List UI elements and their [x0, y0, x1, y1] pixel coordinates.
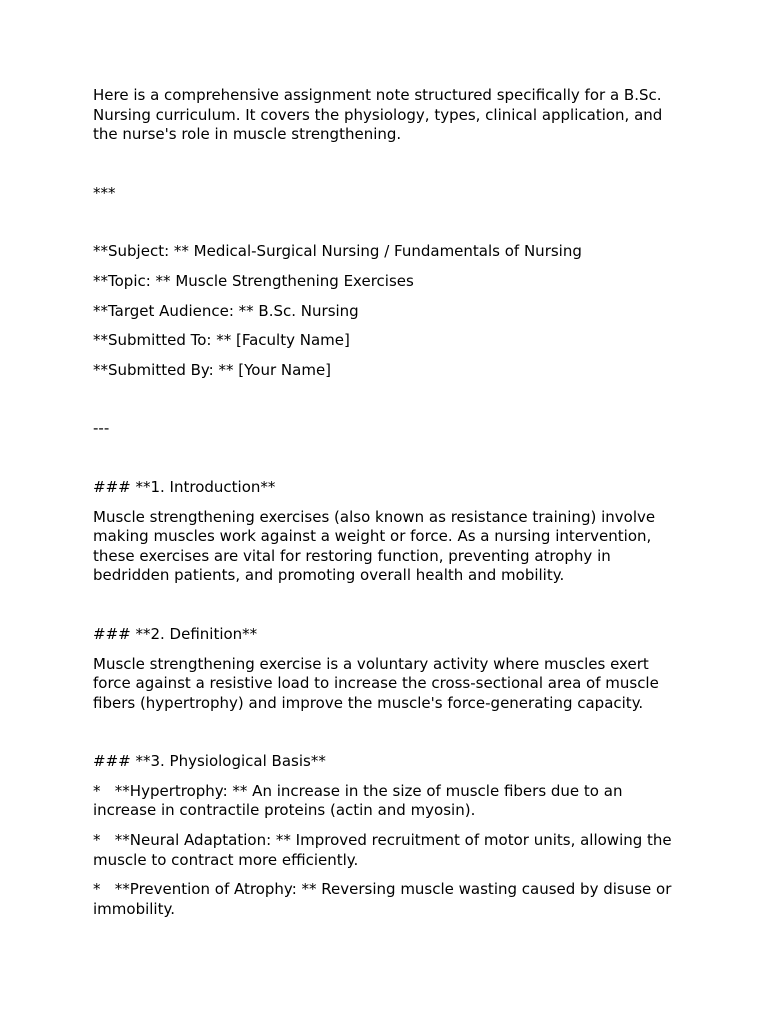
- meta-submitted-by: **Submitted By: ** [Your Name]: [93, 360, 332, 379]
- section-heading-definition: ### **2. Definition**: [93, 624, 258, 643]
- section-body-definition: Muscle strengthening exercise is a voluntary activity where muscles exert force against a resistive load to increase the cross-sectional area of muscle fibers (hypertrophy) and improve the muscle's force-generating capacity.: [93, 654, 664, 712]
- section-heading-physiological-basis: ### **3. Physiological Basis**: [93, 752, 326, 771]
- bullet-neural-adaptation: * **Neural Adaptation: ** Improved recruitment of motor units, allowing the muscle to contract more efficiently.: [93, 831, 677, 869]
- meta-submitted-to: **Submitted To: ** [Faculty Name]: [93, 331, 350, 350]
- intro-paragraph: Here is a comprehensive assignment note structured specifically for a B.Sc. Nursing curriculum. It covers the physiology, types, clinical application, and the nurse's role in muscle strengthening.: [93, 86, 668, 144]
- meta-subject: **Subject: ** Medical-Surgical Nursing / Fundamentals of Nursing: [93, 242, 582, 261]
- separator-dashes: ---: [93, 419, 110, 438]
- separator-asterisks: ***: [93, 183, 116, 202]
- bullet-hypertrophy: * **Hypertrophy: ** An increase in the size of muscle fibers due to an increase in contractile proteins (actin and myosin).: [93, 781, 628, 820]
- section-body-introduction: Muscle strengthening exercises (also known as resistance training) involve making muscles work against a weight or force. As a nursing intervention, these exercises are vital for restoring function, preventing atrophy in bedridden patients, and promoting overall health and mobility.: [93, 507, 660, 585]
- bullet-prevention-of-atrophy: * **Prevention of Atrophy: ** Reversing muscle wasting caused by disuse or immobility.: [93, 880, 677, 918]
- section-heading-introduction: ### **1. Introduction**: [93, 477, 276, 496]
- meta-target-audience: **Target Audience: ** B.Sc. Nursing: [93, 301, 359, 320]
- document-page: [93, 86, 683, 919]
- meta-topic: **Topic: ** Muscle Strengthening Exercises: [93, 271, 414, 290]
